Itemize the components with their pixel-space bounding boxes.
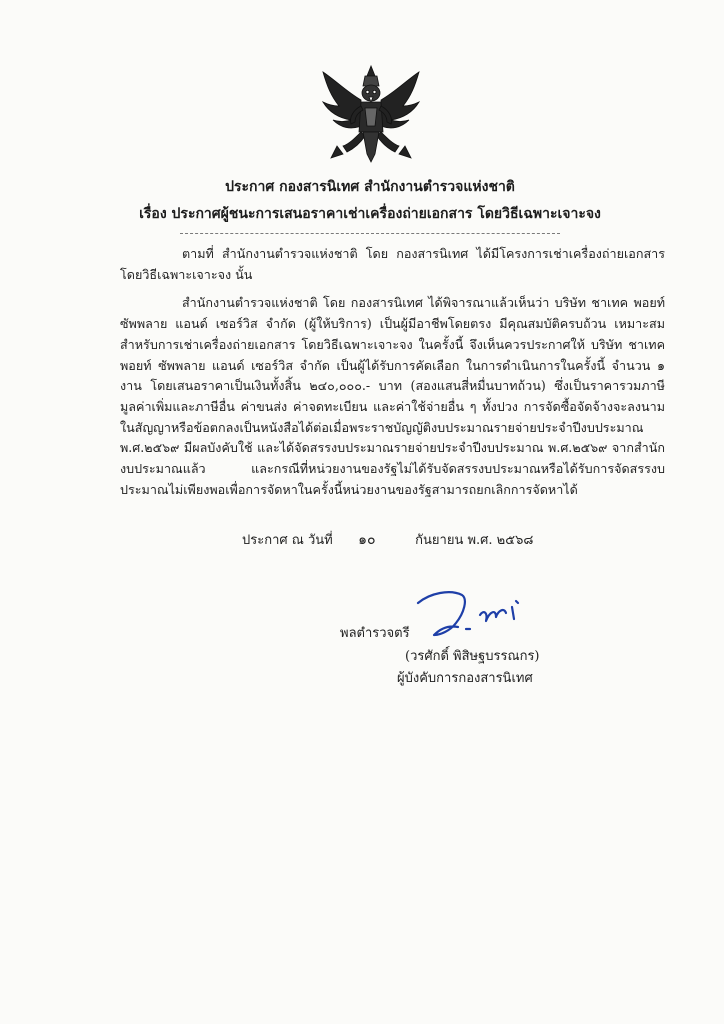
handwritten-signature bbox=[410, 585, 550, 645]
signer-name: (วรศักดิ์ พิสิษฐบรรณกร) bbox=[405, 649, 540, 664]
title-line-1: ประกาศ กองสารนิเทศ สำนักงานตำรวจแห่งชาติ bbox=[225, 179, 515, 195]
garuda-emblem-icon bbox=[317, 62, 425, 166]
date-month-year: กันยายน พ.ศ. ๒๕๖๘ bbox=[415, 533, 534, 548]
paragraph-2: สำนักงานตำรวจแห่งชาติ โดย กองสารนิเทศ ได้พิจารณาแล้วเห็นว่า บริษัท ชาเทค พอยท์ ซัพพลาย แอนด์ เซอร์วิส จำกัด (ผู้ให้บริการ) เป็นผู้มีอาชีพโดยตรง มีคุณสมบัติครบถ้วน เหมาะสม สำหรับการเช่าเครื่องถ่ายเอกสาร โดยวิธีเฉพาะเจาะจง ในครั้งนี้ จึงเห็นควรประกาศให้ บริษัท ชาเทค พอยท์ ซัพพลาย แอนด์ เซอร์วิส จำกัด เป็นผู้ได้รับการคัดเลือก ในการดำเนินการในครั้งนี้ จำนวน ๑ งาน โดยเสนอราคาเป็นเงินทั้งสิ้น ๒๔๐,๐๐๐.- บาท (สองแสนสี่หมื่นบาทถ้วน) ซึ่งเป็นราคารวมภาษีมูลค่าเพิ่มและภาษีอื่น ค่าขนส่ง ค่าจดทะเบียน และค่าใช้จ่ายอื่น ๆ ทั้งปวง การจัดซื้อจัดจ้างจะลงนามในสัญญาหรือข้อตกลงเป็นหนังสือได้ต่อเมื่อพระราชบัญญัติงบประมาณรายจ่ายประจำปีงบประมาณ พ.ศ.๒๕๖๙ มีผลบังคับใช้ และได้จัดสรรงบประมาณรายจ่ายประจำปีงบประมาณ พ.ศ.๒๕๖๙ จากสำนักงบประมาณแล้ว และกรณีที่หน่วยงานของรัฐไม่ได้รับจัดสรรงบประมาณหรือได้รับการจัดสรรงบประมาณไม่เพียงพอเพื่อการจัดหาในครั้งนี้หน่วยงานของรัฐสามารถยกเลิกการจัดหาได้ bbox=[120, 295, 665, 497]
signer-position: ผู้บังคับการกองสารนิเทศ bbox=[397, 671, 533, 686]
announcement-body bbox=[120, 244, 665, 506]
date-prefix: ประกาศ ณ วันที่ bbox=[242, 533, 333, 548]
announcement-title bbox=[120, 174, 620, 228]
announcement-date bbox=[242, 530, 642, 551]
paragraph-1: ตามที่ สำนักงานตำรวจแห่งชาติ โดย กองสารนิเทศ ได้มีโครงการเช่าเครื่องถ่ายเอกสาร โดยวิธีเฉพาะเจาะจง นั้น bbox=[120, 246, 665, 282]
title-divider bbox=[180, 233, 560, 234]
title-line-2: เรื่อง ประกาศผู้ชนะการเสนอราคาเช่าเครื่องถ่ายเอกสาร โดยวิธีเฉพาะเจาะจง bbox=[139, 206, 601, 222]
date-day: ๑๐ bbox=[358, 532, 376, 548]
signer-rank: พลตำรวจตรี bbox=[340, 626, 410, 641]
